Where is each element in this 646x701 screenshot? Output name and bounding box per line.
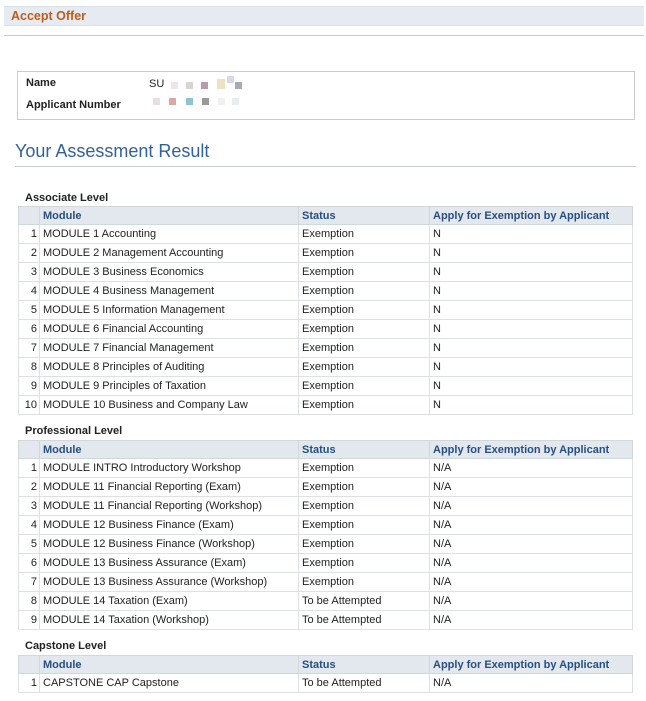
status-cell: To be Attempted — [299, 592, 430, 611]
status-cell: Exemption — [299, 282, 430, 301]
table-row — [19, 592, 633, 611]
module-cell: MODULE 7 Financial Management — [40, 339, 299, 358]
status-cell: Exemption — [299, 377, 430, 396]
row-num: 5 — [19, 301, 40, 320]
table-row — [19, 516, 633, 535]
divider — [15, 166, 636, 167]
col-status-header: Status — [299, 441, 430, 459]
status-cell: Exemption — [299, 320, 430, 339]
status-cell: To be Attempted — [299, 674, 430, 693]
row-num: 9 — [19, 377, 40, 396]
module-cell: MODULE 12 Business Finance (Exam) — [40, 516, 299, 535]
module-cell: MODULE INTRO Introductory Workshop — [40, 459, 299, 478]
table-row — [19, 377, 633, 396]
module-cell: MODULE 4 Business Management — [40, 282, 299, 301]
exemption-cell: N/A — [430, 535, 633, 554]
exemption-cell: N — [430, 320, 633, 339]
name-value: SU — [149, 78, 165, 90]
exemption-cell: N/A — [430, 497, 633, 516]
module-cell: MODULE 13 Business Assurance (Workshop) — [40, 573, 299, 592]
row-num: 9 — [19, 611, 40, 630]
name-label: Name — [26, 77, 56, 89]
row-num: 1 — [19, 225, 40, 244]
col-exemption-header: Apply for Exemption by Applicant — [430, 207, 633, 225]
status-cell: Exemption — [299, 225, 430, 244]
row-num: 2 — [19, 244, 40, 263]
row-num: 3 — [19, 263, 40, 282]
exemption-cell: N/A — [430, 459, 633, 478]
exemption-cell: N — [430, 396, 633, 415]
module-cell: MODULE 12 Business Finance (Workshop) — [40, 535, 299, 554]
col-exemption-header: Apply for Exemption by Applicant — [430, 656, 633, 674]
exemption-cell: N/A — [430, 516, 633, 535]
module-cell: MODULE 3 Business Economics — [40, 263, 299, 282]
module-cell: MODULE 14 Taxation (Workshop) — [40, 611, 299, 630]
table-row — [19, 282, 633, 301]
status-cell: Exemption — [299, 244, 430, 263]
capstone-level-table — [18, 655, 633, 693]
row-num: 7 — [19, 573, 40, 592]
module-cell: MODULE 2 Management Accounting — [40, 244, 299, 263]
table-row — [19, 225, 633, 244]
col-num-header — [19, 656, 40, 674]
exemption-cell: N — [430, 225, 633, 244]
col-module-header: Module — [40, 207, 299, 225]
exemption-cell: N/A — [430, 592, 633, 611]
col-status-header: Status — [299, 656, 430, 674]
associate-level-table — [18, 206, 633, 415]
col-num-header — [19, 207, 40, 225]
level-title: Capstone Level — [25, 640, 107, 652]
exemption-cell: N — [430, 282, 633, 301]
exemption-cell: N — [430, 263, 633, 282]
table-row — [19, 301, 633, 320]
status-cell: Exemption — [299, 554, 430, 573]
table-header-row — [19, 656, 633, 674]
table-row — [19, 396, 633, 415]
status-cell: Exemption — [299, 497, 430, 516]
table-row — [19, 320, 633, 339]
exemption-cell: N — [430, 301, 633, 320]
module-cell: MODULE 14 Taxation (Exam) — [40, 592, 299, 611]
row-num: 6 — [19, 320, 40, 339]
row-num: 7 — [19, 339, 40, 358]
row-num: 8 — [19, 358, 40, 377]
row-num: 6 — [19, 554, 40, 573]
table-row — [19, 573, 633, 592]
table-row — [19, 263, 633, 282]
level-title: Associate Level — [25, 192, 109, 204]
col-module-header: Module — [40, 441, 299, 459]
exemption-cell: N/A — [430, 674, 633, 693]
exemption-cell: N — [430, 377, 633, 396]
applicant-info-box — [17, 71, 635, 120]
exemption-cell: N/A — [430, 554, 633, 573]
applicant-number-label: Applicant Number — [26, 99, 121, 111]
table-row — [19, 554, 633, 573]
col-exemption-header: Apply for Exemption by Applicant — [430, 441, 633, 459]
row-num: 2 — [19, 478, 40, 497]
status-cell: Exemption — [299, 516, 430, 535]
table-row — [19, 497, 633, 516]
status-cell: Exemption — [299, 478, 430, 497]
row-num: 4 — [19, 282, 40, 301]
page-header-title: Accept Offer — [11, 9, 87, 23]
exemption-cell: N/A — [430, 611, 633, 630]
status-cell: Exemption — [299, 358, 430, 377]
professional-level-table — [18, 440, 633, 630]
table-header-row — [19, 207, 633, 225]
table-row — [19, 339, 633, 358]
row-num: 8 — [19, 592, 40, 611]
exemption-cell: N — [430, 358, 633, 377]
status-cell: Exemption — [299, 339, 430, 358]
exemption-cell: N — [430, 339, 633, 358]
status-cell: Exemption — [299, 535, 430, 554]
row-num: 10 — [19, 396, 40, 415]
module-cell: MODULE 11 Financial Reporting (Workshop) — [40, 497, 299, 516]
row-num: 4 — [19, 516, 40, 535]
row-num: 3 — [19, 497, 40, 516]
level-title: Professional Level — [25, 425, 123, 437]
module-cell: MODULE 1 Accounting — [40, 225, 299, 244]
col-status-header: Status — [299, 207, 430, 225]
table-header-row — [19, 441, 633, 459]
table-row — [19, 459, 633, 478]
status-cell: Exemption — [299, 301, 430, 320]
page-header — [4, 6, 644, 26]
module-cell: CAPSTONE CAP Capstone — [40, 674, 299, 693]
status-cell: Exemption — [299, 459, 430, 478]
module-cell: MODULE 13 Business Assurance (Exam) — [40, 554, 299, 573]
table-row — [19, 674, 633, 693]
row-num: 1 — [19, 674, 40, 693]
row-num: 5 — [19, 535, 40, 554]
divider — [4, 35, 644, 36]
table-row — [19, 478, 633, 497]
exemption-cell: N/A — [430, 478, 633, 497]
module-cell: MODULE 10 Business and Company Law — [40, 396, 299, 415]
col-num-header — [19, 441, 40, 459]
col-module-header: Module — [40, 656, 299, 674]
table-row — [19, 244, 633, 263]
status-cell: To be Attempted — [299, 611, 430, 630]
module-cell: MODULE 9 Principles of Taxation — [40, 377, 299, 396]
table-row — [19, 535, 633, 554]
exemption-cell: N/A — [430, 573, 633, 592]
table-row — [19, 611, 633, 630]
exemption-cell: N — [430, 244, 633, 263]
table-row — [19, 358, 633, 377]
module-cell: MODULE 11 Financial Reporting (Exam) — [40, 478, 299, 497]
row-num: 1 — [19, 459, 40, 478]
module-cell: MODULE 6 Financial Accounting — [40, 320, 299, 339]
module-cell: MODULE 8 Principles of Auditing — [40, 358, 299, 377]
status-cell: Exemption — [299, 396, 430, 415]
status-cell: Exemption — [299, 263, 430, 282]
status-cell: Exemption — [299, 573, 430, 592]
page-title: Your Assessment Result — [15, 141, 210, 161]
module-cell: MODULE 5 Information Management — [40, 301, 299, 320]
